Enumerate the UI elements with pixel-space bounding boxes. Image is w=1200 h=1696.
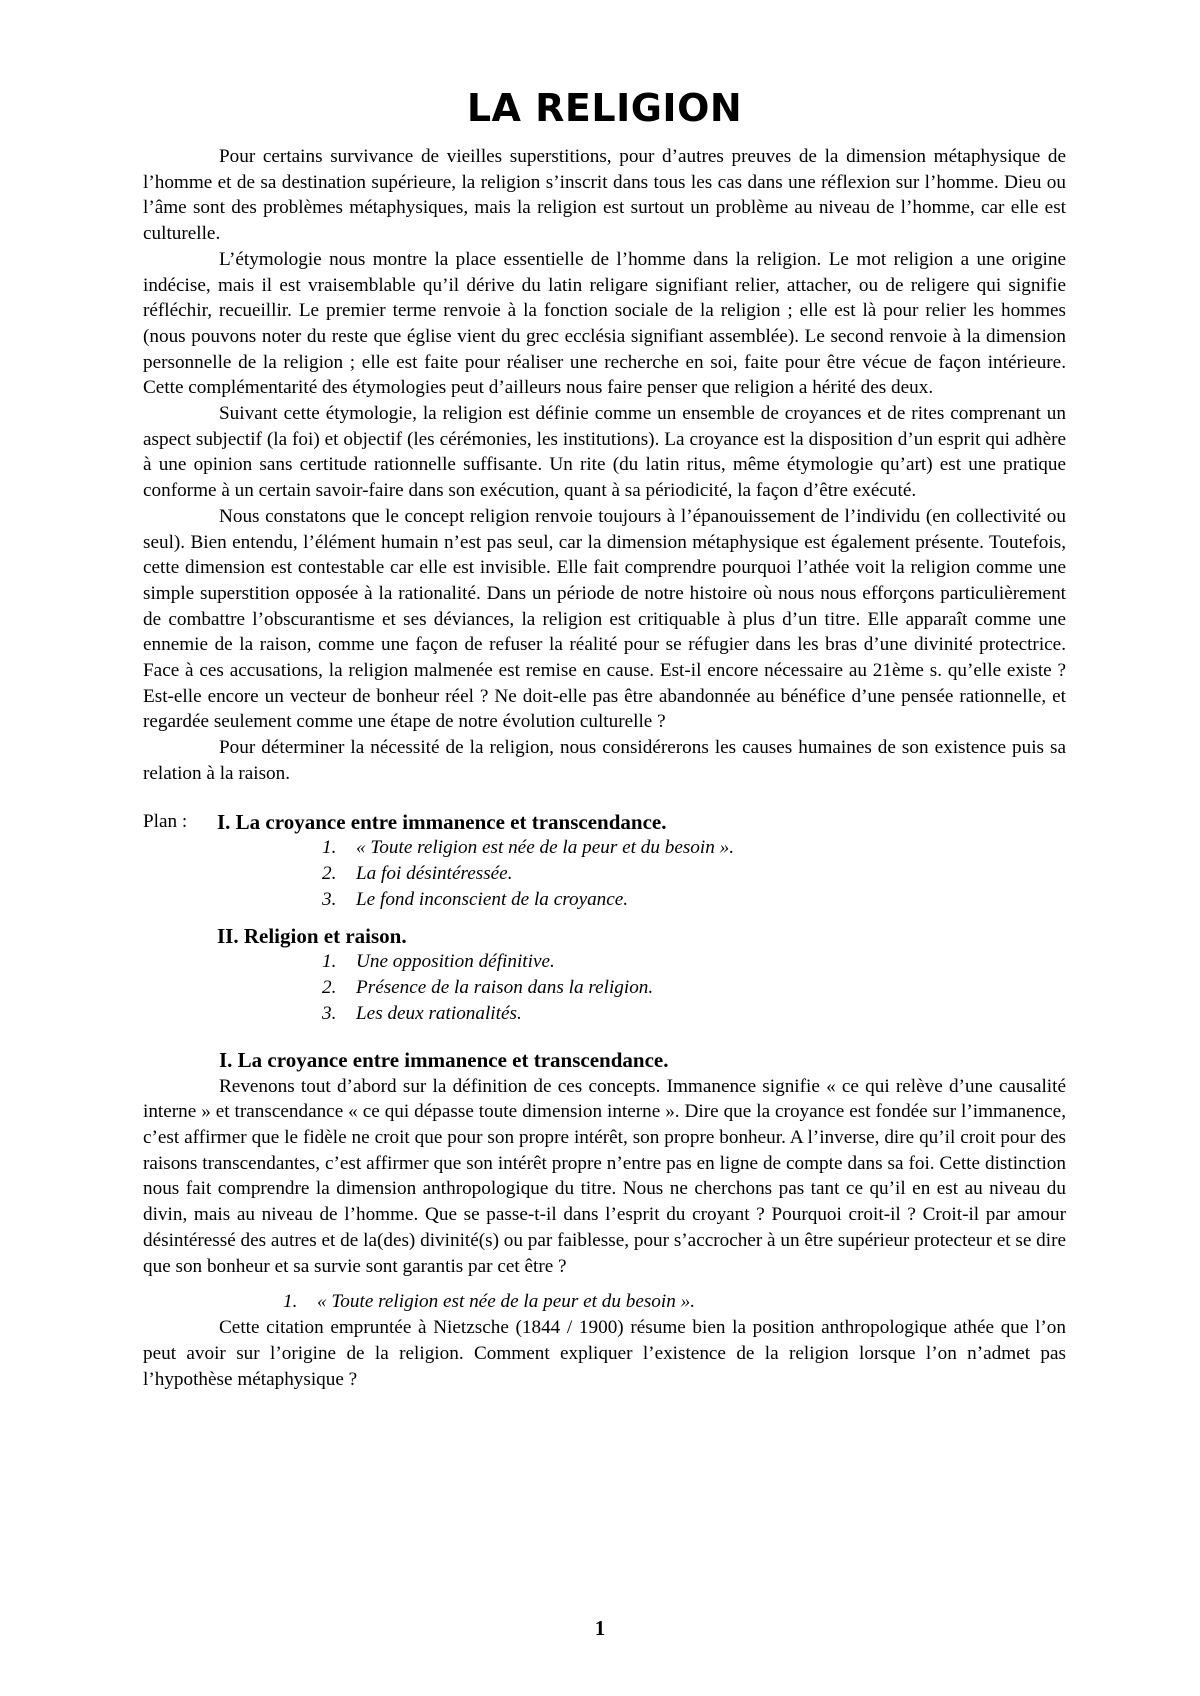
subsection-1-heading bbox=[283, 1289, 1066, 1315]
plan-part-1-list bbox=[217, 835, 1066, 913]
intro-paragraph-2: L’étymologie nous montre la place essentielle de l’homme dans la religion. Le mot religion a une origine indécise, mais il est vraisemblable qu’il dérive du latin religare signifiant relier, attacher, ou de religere qui signifie réfléchir, recueillir. Le premier terme renvoie à la fonction sociale de la religion ; elle est là pour relier les hommes (nous pouvons noter du reste que église vient du grec ecclésia signifiant assemblée). Le second renvoie à la dimension personnelle de la religion ; elle est faite pour réaliser une recherche en soi, faite pour être vécue de façon intérieure. Cette complémentarité des étymologies peut d’ailleurs nous faire penser que religion a hérité des deux. bbox=[143, 248, 1066, 399]
subsection-1-paragraph: Cette citation empruntée à Nietzsche (1844 / 1900) résume bien la position anthropologique athée que l’on peut avoir sur l’origine de la religion. Comment expliquer l’existence de la religion lorsque l’on n’admet pas l’hypothèse métaphysique ? bbox=[143, 1317, 1066, 1390]
document-title: LA RELIGION bbox=[466, 86, 743, 130]
list-item-number: 1. bbox=[322, 836, 337, 858]
subsection-number: 1. bbox=[283, 1291, 298, 1313]
section-1-heading: I. La croyance entre immanence et transcendance. bbox=[219, 1047, 669, 1072]
list-item bbox=[322, 975, 1066, 1001]
list-item bbox=[322, 949, 1066, 975]
intro-paragraph-3: Suivant cette étymologie, la religion est définie comme un ensemble de croyances et de rites comprenant un aspect subjectif (la foi) et objectif (les cérémonies, les institutions). La croyance est la disposition d’un esprit qui adhère à une opinion sans certitude rationnelle suffisante. Un rite (du latin ritus, même étymologie qu’art) est une pratique conforme à un certain savoir-faire dans son exécution, quant à sa périodicité, la façon d’être exécuté. bbox=[143, 403, 1066, 502]
intro-paragraph-1: Pour certains survivance de vieilles superstitions, pour d’autres preuves de la dimension métaphysique de l’homme et de sa destination supérieure, la religion s’inscrit dans tous les cas dans une réflexion sur l’homme. Dieu ou l’âme sont des problèmes métaphysiques, mais la religion est surtout un problème au niveau de l’homme, car elle est culturelle. bbox=[143, 146, 1066, 245]
plan-label: Plan : bbox=[143, 810, 188, 832]
list-item-number: 3. bbox=[322, 888, 337, 910]
plan-part-2-title: II. Religion et raison. bbox=[217, 923, 407, 948]
list-item bbox=[322, 835, 1066, 861]
list-item-text: Le fond inconscient de la croyance. bbox=[356, 888, 629, 910]
plan-body bbox=[217, 809, 1066, 1027]
list-item bbox=[322, 1001, 1066, 1027]
intro-paragraph-5: Pour déterminer la nécessité de la religion, nous considérerons les causes humaines de son existence puis sa relation à la raison. bbox=[143, 737, 1066, 784]
list-item-text: Présence de la raison dans la religion. bbox=[356, 976, 654, 998]
list-item-text: Les deux rationalités. bbox=[356, 1002, 522, 1024]
document-page bbox=[143, 86, 1066, 1392]
subsection-title: « Toute religion est née de la peur et du besoin ». bbox=[317, 1291, 696, 1313]
list-item-text: La foi désintéressée. bbox=[356, 862, 513, 884]
list-item-number: 1. bbox=[322, 950, 337, 972]
plan-outline bbox=[143, 809, 1066, 1027]
list-item-text: « Toute religion est née de la peur et du besoin ». bbox=[356, 836, 735, 858]
plan-part-1-title: I. La croyance entre immanence et transcendance. bbox=[217, 809, 667, 834]
list-item bbox=[322, 887, 1066, 913]
page-number: 1 bbox=[594, 1616, 606, 1640]
plan-part-2-list bbox=[217, 949, 1066, 1027]
list-item-text: Une opposition définitive. bbox=[356, 950, 555, 972]
section-1-paragraph: Revenons tout d’abord sur la définition de ces concepts. Immanence signifie « ce qui relève d’une causalité interne » et transcendance « ce qui dépasse toute dimension interne ». Dire que la croyance est fondée sur l’immanence, c’est affirmer que le fidèle ne croit que pour son propre intérêt, son propre bonheur. A l’inverse, dire qu’il croit pour des raisons transcendantes, c’est affirmer que son intérêt propre n’entre pas en ligne de compte dans sa foi. Cette distinction nous fait comprendre la dimension anthropologique du titre. Nous ne cherchons pas tant ce qu’il en est au niveau du divin, mais au niveau de l’homme. Que se passe-t-il dans l’esprit du croyant ? Pourquoi croit-il ? Croit-il par amour désintéressé des autres et de la(des) divinité(s) ou par faiblesse, pour s’accrocher à un être supérieur protecteur et se dire que son bonheur et sa survie sont garantis par cet être ? bbox=[143, 1075, 1066, 1277]
list-item bbox=[322, 861, 1066, 887]
list-item-number: 2. bbox=[322, 862, 337, 884]
intro-paragraph-4: Nous constatons que le concept religion renvoie toujours à l’épanouissement de l’individu (en collectivité ou seul). Bien entendu, l’élément humain n’est pas seul, car la dimension métaphysique est également présente. Toutefois, cette dimension est contestable car elle est invisible. Elle fait comprendre pourquoi l’athée voit la religion comme une simple superstition opposée à la rationalité. Dans un période de notre histoire où nous nous efforçons particulièrement de combattre l’obscurantisme et ses déviances, la religion est critiquable à plus d’un titre. Elle apparaît comme une ennemie de la raison, comme une façon de refuser la réalité pour se réfugier dans les bras d’une divinité protectrice. Face à ces accusations, la religion malmenée est remise en cause. Est-il encore nécessaire au 21ème s. qu’elle existe ? Est-elle encore un vecteur de bonheur réel ? Ne doit-elle pas être abandonnée au bénéfice d’une pensée rationnelle, et regardée seulement comme une étape de notre évolution culturelle ? bbox=[143, 505, 1066, 733]
list-item-number: 2. bbox=[322, 976, 337, 998]
list-item-number: 3. bbox=[322, 1002, 337, 1024]
